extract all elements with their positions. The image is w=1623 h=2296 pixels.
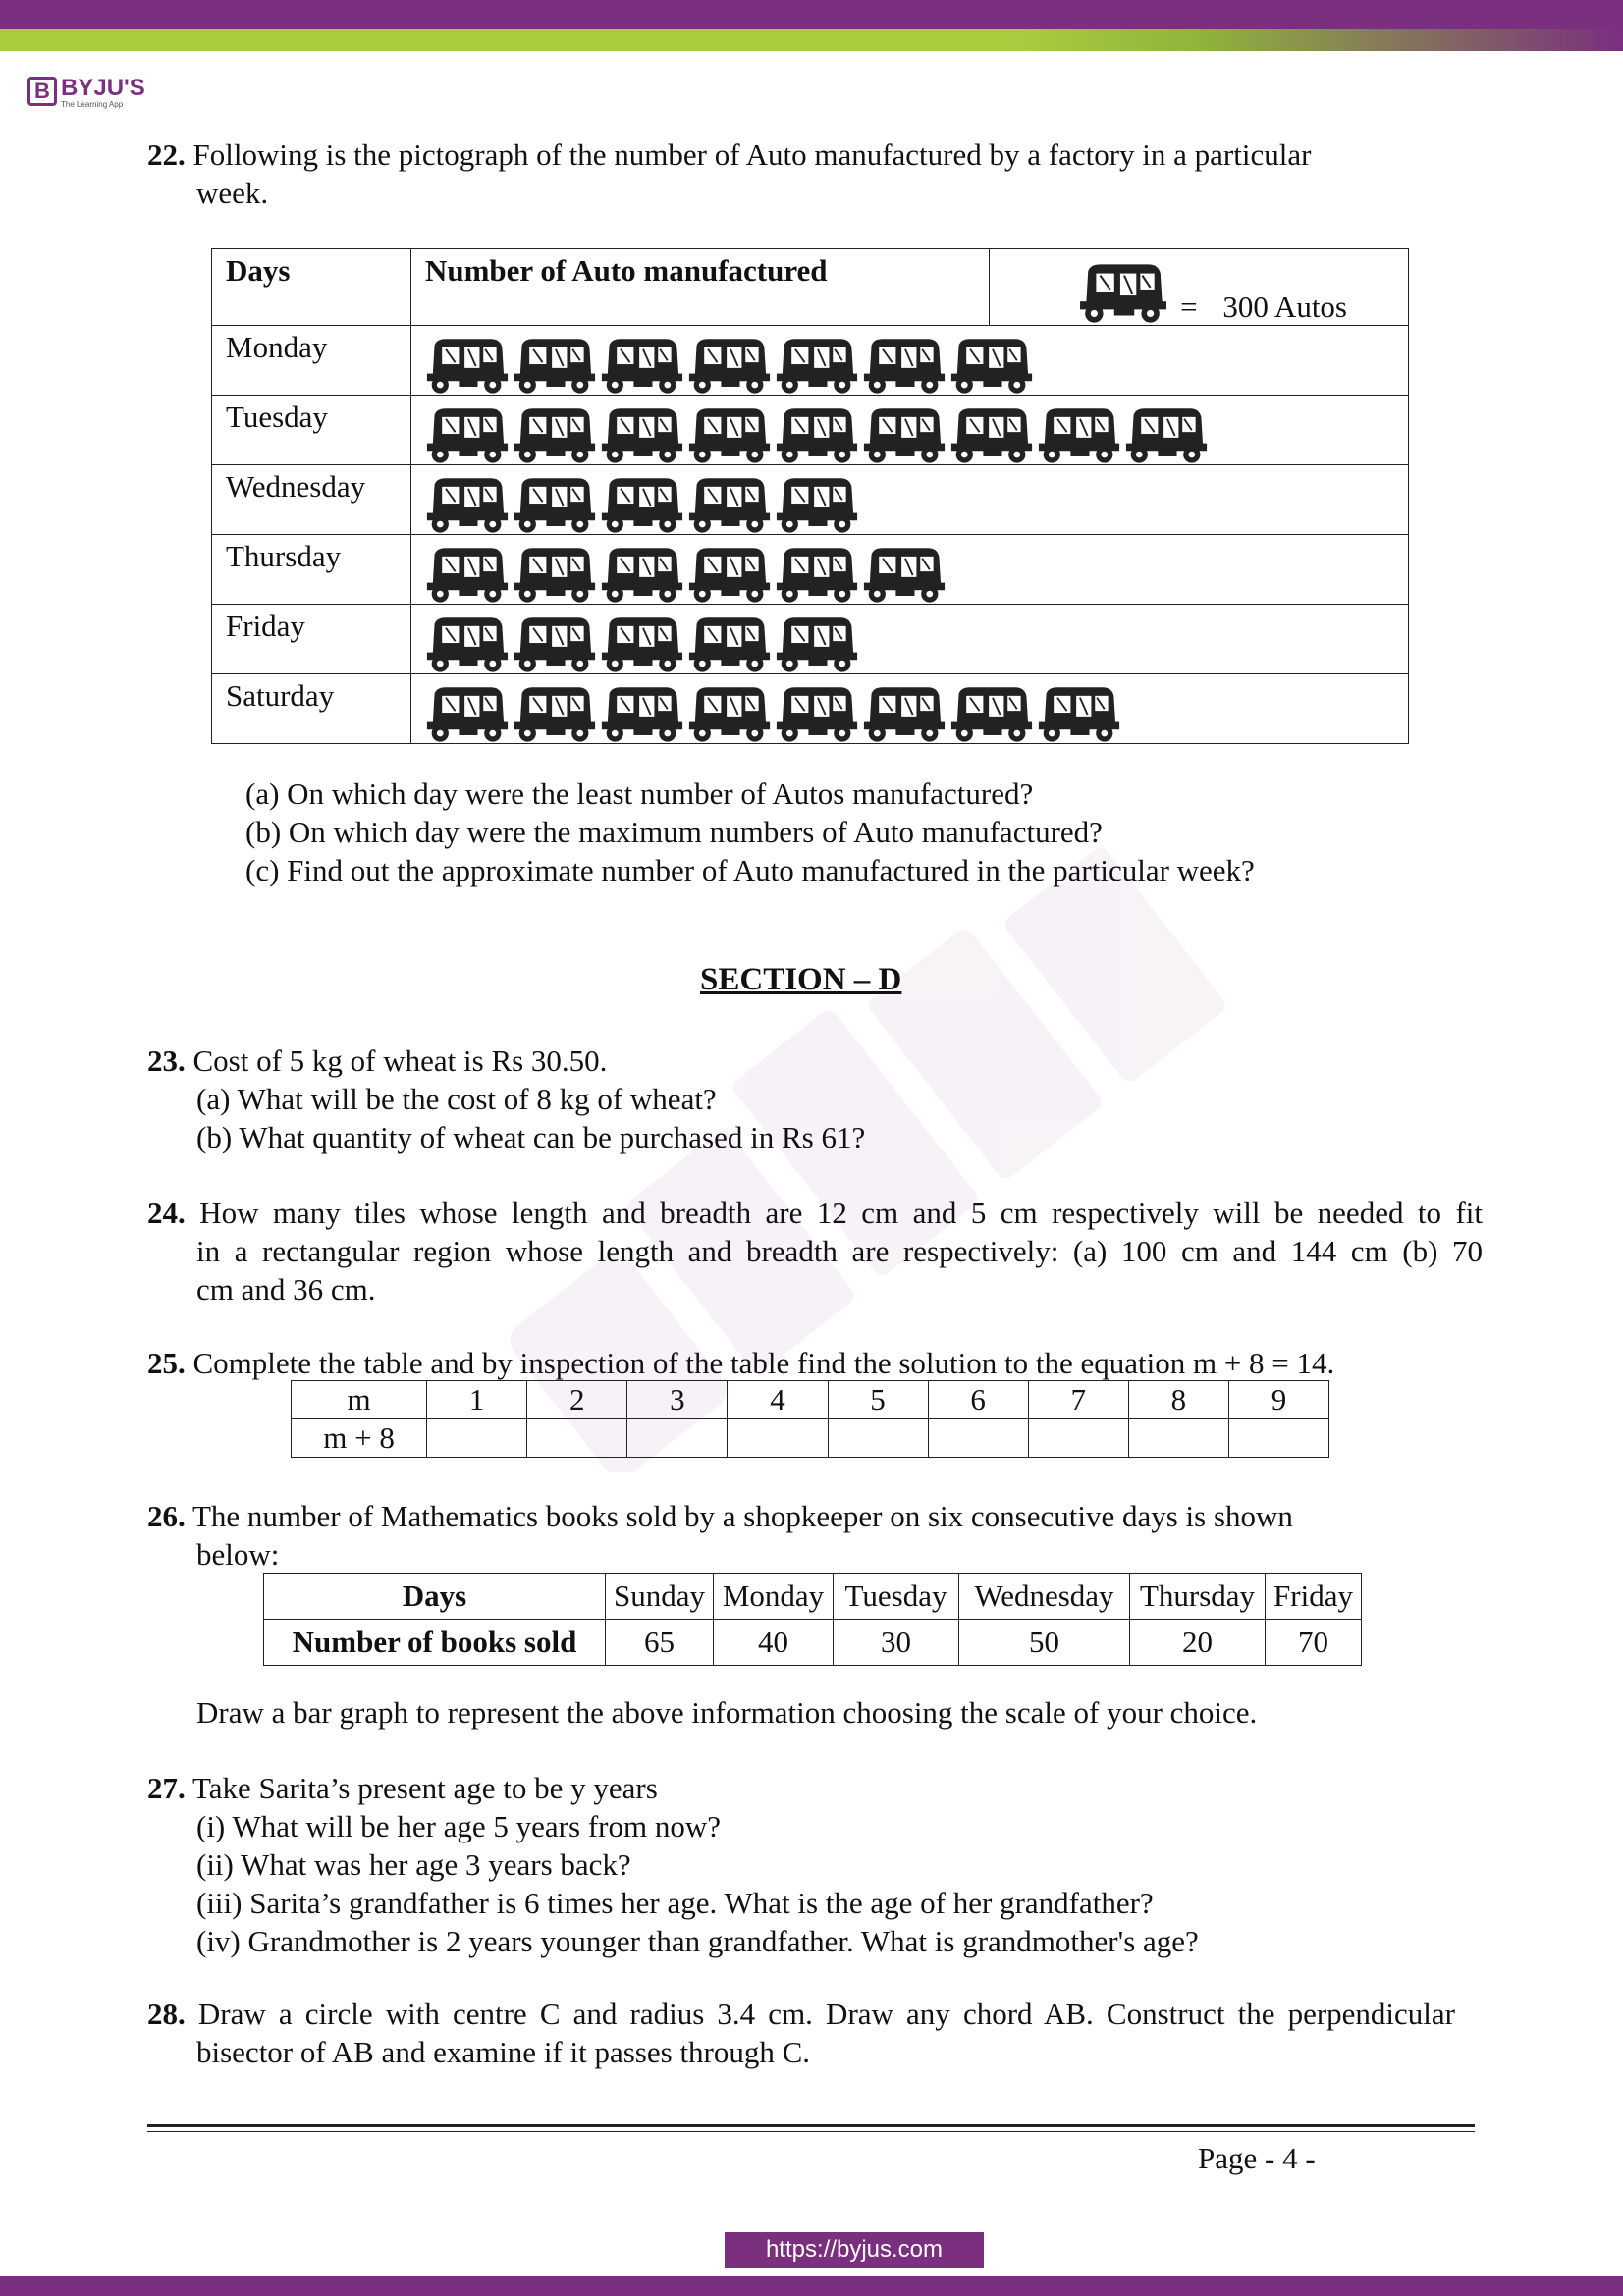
- part-i: (i) What will be her age 5 years from now?: [196, 1809, 721, 1843]
- books-count-cell: 40: [714, 1620, 834, 1666]
- part-b: (b) What quantity of wheat can be purchased in Rs 61?: [196, 1120, 866, 1154]
- autos-cell: [410, 396, 1408, 465]
- question-number: 27.: [147, 1771, 186, 1805]
- auto-rickshaw-icon: [687, 684, 772, 743]
- auto-rickshaw-icon: [513, 336, 597, 395]
- question-text-line2: below:: [196, 1537, 280, 1572]
- books-table: [263, 1573, 1362, 1666]
- question-text: Following is the pictograph of the number of Auto manufactured by a factory in a particular: [192, 137, 1312, 172]
- day-cell: Thursday: [1130, 1574, 1266, 1620]
- answer-blank-cell: [828, 1419, 928, 1458]
- m-value-cell: 3: [627, 1381, 728, 1419]
- part-b: (b) On which day were the maximum numbers of Auto manufactured?: [245, 815, 1103, 849]
- auto-rickshaw-icon: [949, 684, 1034, 743]
- part-iv: (iv) Grandmother is 2 years younger than grandfather. What is grandmother's age?: [196, 1924, 1199, 1958]
- auto-rickshaw-icon: [687, 336, 772, 395]
- question-26-instruction: Draw a bar graph to represent the above information choosing the scale of your choice.: [196, 1695, 1258, 1730]
- part-c: (c) Find out the approximate number of Auto manufactured in the particular week?: [245, 853, 1255, 887]
- day-cell: Saturday: [212, 674, 411, 744]
- auto-rickshaw-icon: [775, 405, 859, 464]
- question-24: [147, 1194, 1483, 1308]
- day-cell: Thursday: [212, 535, 411, 605]
- books-count-cell: 20: [1130, 1620, 1266, 1666]
- auto-rickshaw-icon: [862, 684, 947, 743]
- question-text-line1: Draw a circle with centre C and radius 3.4 cm. Draw any chord AB. Construct the perpendicular: [197, 1997, 1455, 2031]
- autos-cell: [410, 465, 1408, 535]
- day-cell: Wednesday: [959, 1574, 1130, 1620]
- part-a: (a) What will be the cost of 8 kg of wheat?: [196, 1082, 717, 1116]
- m-value-cell: 5: [828, 1381, 928, 1419]
- auto-rickshaw-icon: [862, 405, 947, 464]
- auto-rickshaw-icon: [425, 405, 510, 464]
- autos-cell: [410, 605, 1408, 674]
- question-text-line2: bisector of AB and examine if it passes through C.: [196, 2035, 811, 2069]
- m-value-cell: 1: [427, 1381, 527, 1419]
- question-22: [147, 135, 1311, 174]
- auto-rickshaw-icon: [775, 336, 859, 395]
- auto-rickshaw-icon: [862, 336, 947, 395]
- row-label-m-plus-8: m + 8: [292, 1419, 427, 1458]
- pictograph-table: [211, 248, 1409, 744]
- part-iii: (iii) Sarita’s grandfather is 6 times her age. What is the age of her grandfather?: [196, 1886, 1154, 1920]
- row-label-books: Number of books sold: [264, 1620, 606, 1666]
- byjus-logo: [27, 77, 145, 110]
- m-value-cell: 6: [928, 1381, 1028, 1419]
- question-26: [147, 1497, 1293, 1574]
- pictograph-row: [212, 674, 1409, 744]
- auto-rickshaw-icon: [513, 545, 597, 604]
- question-number: 24.: [147, 1196, 186, 1230]
- day-cell: Friday: [212, 605, 411, 674]
- answer-blank-cell: [728, 1419, 828, 1458]
- question-number: 23.: [147, 1043, 186, 1078]
- auto-rickshaw-icon: [1124, 405, 1209, 464]
- bottom-brand-bar: [0, 2276, 1623, 2296]
- answer-blank-cell: [527, 1419, 627, 1458]
- books-count-cell: 30: [834, 1620, 959, 1666]
- auto-rickshaw-icon: [513, 684, 597, 743]
- auto-rickshaw-icon: [775, 475, 859, 534]
- answer-blank-cell: [427, 1419, 527, 1458]
- auto-rickshaw-icon: [513, 614, 597, 673]
- auto-rickshaw-icon: [775, 545, 859, 604]
- autos-cell: [410, 674, 1408, 744]
- pictograph-row: [212, 465, 1409, 535]
- question-text-line1: How many tiles whose length and breadth are 12 cm and 5 cm respectively will be needed to fit: [199, 1196, 1484, 1230]
- m-value-cell: 9: [1228, 1381, 1328, 1419]
- question-text: Complete the table and by inspection of the table find the solution to the equation m + 8 = 14.: [192, 1346, 1335, 1380]
- question-22-parts: [196, 774, 1255, 889]
- answer-blank-cell: [1228, 1419, 1328, 1458]
- auto-rickshaw-icon: [425, 545, 510, 604]
- auto-rickshaw-icon: [775, 684, 859, 743]
- auto-rickshaw-icon: [949, 405, 1034, 464]
- auto-rickshaw-icon: [1037, 684, 1121, 743]
- day-cell: Sunday: [606, 1574, 714, 1620]
- question-number: 22.: [147, 137, 186, 172]
- answer-blank-cell: [1128, 1419, 1228, 1458]
- logo-name: BYJU'S: [61, 75, 145, 101]
- day-cell: Tuesday: [212, 396, 411, 465]
- auto-rickshaw-icon: [775, 614, 859, 673]
- auto-rickshaw-icon: [425, 336, 510, 395]
- header-days: Days: [212, 249, 411, 326]
- day-cell: Monday: [714, 1574, 834, 1620]
- question-text-line3: cm and 36 cm.: [196, 1272, 376, 1307]
- auto-rickshaw-icon: [513, 405, 597, 464]
- auto-rickshaw-icon: [600, 405, 684, 464]
- footer-rule-thin: [147, 2131, 1475, 2132]
- autos-cell: [410, 326, 1408, 396]
- question-number: 28.: [147, 1997, 186, 2031]
- legend-value: 300 Autos: [1222, 290, 1347, 324]
- equation-table: [291, 1380, 1329, 1458]
- question-22-cont: week.: [196, 176, 269, 210]
- row-label-m: m: [292, 1381, 427, 1419]
- header-number: Number of Auto manufactured: [410, 249, 989, 326]
- m-value-cell: 2: [527, 1381, 627, 1419]
- auto-rickshaw-icon: [687, 405, 772, 464]
- answer-blank-cell: [1028, 1419, 1128, 1458]
- answer-blank-cell: [627, 1419, 728, 1458]
- auto-rickshaw-icon: [425, 684, 510, 743]
- logo-icon: B: [27, 77, 57, 106]
- section-title: SECTION – D: [700, 962, 902, 997]
- legend-equals: =: [1180, 290, 1198, 324]
- books-count-cell: 70: [1266, 1620, 1362, 1666]
- question-text: Take Sarita’s present age to be y years: [191, 1771, 658, 1805]
- part-ii: (ii) What was her age 3 years back?: [196, 1847, 631, 1882]
- page-number: Page - 4 -: [1198, 2141, 1316, 2175]
- pictograph-row: [212, 326, 1409, 396]
- day-cell: Wednesday: [212, 465, 411, 535]
- question-text-line2: in a rectangular region whose length and breadth are respectively: (a) 100 cm and 144 cm (b) 70: [196, 1234, 1483, 1268]
- question-number: 26.: [147, 1499, 186, 1533]
- question-23: [147, 1041, 865, 1156]
- books-count-cell: 50: [959, 1620, 1130, 1666]
- legend-cell: [990, 249, 1409, 326]
- auto-rickshaw-icon: [687, 614, 772, 673]
- auto-rickshaw-icon: [600, 614, 684, 673]
- m-value-cell: 4: [728, 1381, 828, 1419]
- top-brand-bar: [0, 0, 1623, 29]
- auto-rickshaw-icon: [862, 545, 947, 604]
- question-27: [147, 1769, 1199, 1960]
- auto-rickshaw-icon: [425, 614, 510, 673]
- day-cell: Monday: [212, 326, 411, 396]
- auto-rickshaw-icon: [687, 545, 772, 604]
- auto-rickshaw-icon: [600, 475, 684, 534]
- question-text: Cost of 5 kg of wheat is Rs 30.50.: [192, 1043, 608, 1078]
- auto-rickshaw-icon: [1078, 260, 1168, 325]
- day-cell: Tuesday: [834, 1574, 959, 1620]
- auto-rickshaw-icon: [600, 336, 684, 395]
- website-link[interactable]: https://byjus.com: [725, 2232, 984, 2268]
- m-value-cell: 7: [1028, 1381, 1128, 1419]
- m-value-cell: 8: [1128, 1381, 1228, 1419]
- answer-blank-cell: [928, 1419, 1028, 1458]
- pictograph-row: [212, 535, 1409, 605]
- logo-tagline: The Learning App: [61, 100, 124, 109]
- top-accent-bar: [0, 29, 1623, 51]
- books-count-cell: 65: [606, 1620, 714, 1666]
- auto-rickshaw-icon: [513, 475, 597, 534]
- auto-rickshaw-icon: [687, 475, 772, 534]
- footer-rule: [147, 2124, 1475, 2127]
- pictograph-row: [212, 396, 1409, 465]
- auto-rickshaw-icon: [600, 545, 684, 604]
- auto-rickshaw-icon: [425, 475, 510, 534]
- autos-cell: [410, 535, 1408, 605]
- pictograph-row: [212, 605, 1409, 674]
- auto-rickshaw-icon: [600, 684, 684, 743]
- question-25: [147, 1344, 1334, 1382]
- question-number: 25.: [147, 1346, 186, 1380]
- auto-rickshaw-icon: [949, 336, 1034, 395]
- question-text-line1: The number of Mathematics books sold by a shopkeeper on six consecutive days is shown: [191, 1499, 1293, 1533]
- day-cell: Friday: [1266, 1574, 1362, 1620]
- row-label-days: Days: [264, 1574, 606, 1620]
- question-28: [147, 1995, 1455, 2071]
- auto-rickshaw-icon: [1037, 405, 1121, 464]
- part-a: (a) On which day were the least number of Autos manufactured?: [245, 776, 1034, 811]
